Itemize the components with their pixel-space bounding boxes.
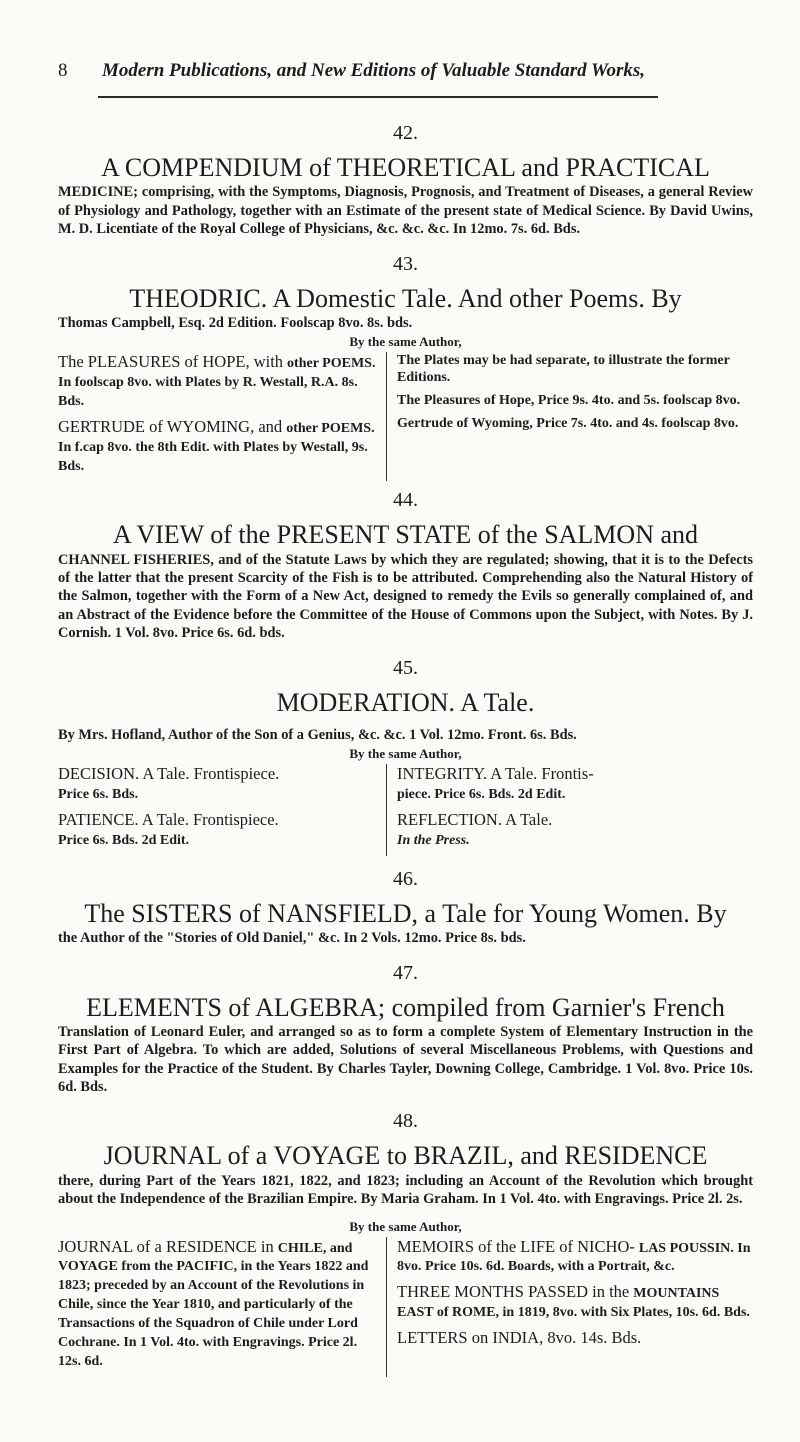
entry-title: THEODRIC. A Domestic Tale. And other Poems. By: [129, 283, 682, 313]
entry-45: [58, 657, 753, 856]
entry-44: [58, 489, 753, 642]
left-column: [58, 352, 387, 481]
list-item: The Plates may be had separate, to illustrate the former Editions.: [397, 353, 730, 386]
list-item: The Pleasures of Hope, Price 9s. 4to. and 5s. foolscap 8vo.: [397, 393, 741, 409]
running-title: Modern Publications, and New Editions of Valuable Standard Works,: [102, 60, 646, 81]
right-column: [387, 1237, 753, 1377]
entry-body: Thomas Campbell, Esq. 2d Edition. Foolscap 8vo. 8s. bds.: [58, 314, 413, 331]
same-author-note: By the same Author,: [349, 1218, 462, 1234]
header-rule: [98, 96, 658, 98]
entry-47: [58, 962, 753, 1097]
entry-number: 45.: [393, 656, 418, 679]
list-item: MEMOIRS of the LIFE of NICHO- LAS POUSSIN. In 8vo. Price 10s. 6d. Boards, with a Portrait, &c.: [397, 1236, 751, 1275]
entry-number: 46.: [393, 867, 418, 890]
entry-title: The SISTERS of NANSFIELD, a Tale for Young Women. By: [84, 898, 727, 928]
list-item: REFLECTION. A Tale. In the Press.: [397, 810, 553, 848]
same-author-note: By the same Author,: [349, 746, 462, 762]
list-item: PATIENCE. A Tale. Frontispiece. Price 6s. Bds. 2d Edit.: [58, 810, 279, 848]
list-item: GERTRUDE of WYOMING, and other POEMS. In f.cap 8vo. the 8th Edit. with Plates by Westall, 9s. Bds.: [58, 416, 375, 474]
entry-number: 42.: [393, 122, 418, 144]
two-column-list: [58, 764, 753, 856]
list-item: JOURNAL of a RESIDENCE in CHILE, and VOYAGE from the PACIFIC, in the Years 1822 and 1823; preceded by an Account of the Revolutions in Chile, since the Year 1810, and particularly of the Transactions of the Squadron of Chile under Lord Cochrane. In 1 Vol. 4to. with Engravings. Price 2l. 12s. 6d.: [58, 1236, 369, 1369]
entry-number: 47.: [393, 961, 418, 984]
entry-title: MODERATION. A Tale.: [276, 687, 535, 717]
entry-title: A VIEW of the PRESENT STATE of the SALMON and: [112, 520, 699, 550]
entry-43: [58, 253, 753, 482]
list-item: THREE MONTHS PASSED in the MOUNTAINS EAST of ROME, in 1819, 8vo. with Six Plates, 10s. 6d. Bds.: [397, 1282, 750, 1321]
entry-48: [58, 1110, 753, 1376]
two-column-list: [58, 352, 753, 481]
same-author-note: By the same Author,: [349, 334, 462, 350]
page-number: 8: [58, 60, 68, 81]
list-item: LETTERS on INDIA, 8vo. 14s. Bds.: [397, 1328, 642, 1347]
right-column: [387, 352, 753, 481]
entry-body: MEDICINE; comprising, with the Symptoms, Diagnosis, Prognosis, and Treatment of Diseases, a general Review of Physiology and Pathology, together with an Estimate of the present state of Medical Science. By David Uwins, M. D. Licentiate of the Royal College of Physicians, &c. &c. &c. In 12mo. 7s. 6d. Bds.: [58, 184, 753, 238]
list-item: INTEGRITY. A Tale. Frontis- piece. Price 6s. Bds. 2d Edit.: [397, 764, 594, 803]
entry-46: [58, 868, 753, 948]
entry-title: A COMPENDIUM of THEORETICAL and PRACTICAL: [101, 153, 710, 182]
entry-42: [58, 122, 753, 239]
entry-number: 48.: [393, 1110, 418, 1133]
list-item: The PLEASURES of HOPE, with other POEMS. In foolscap 8vo. with Plates by R. Westall, R.A. 8s. Bds.: [58, 352, 376, 409]
entry-number: 44.: [393, 489, 418, 512]
entry-body: there, during Part of the Years 1821, 1822, and 1823; including an Account of the Revolution which brought about the Independence of the Brazilian Empire. By Maria Graham. In 1 Vol. 4to. with Engravings. Price 2l. 2s.: [58, 1172, 753, 1208]
running-head: [58, 60, 753, 82]
entry-body: Translation of Leonard Euler, and arranged so as to form a complete System of Elementary Instruction in the First Part of Algebra. To which are added, Solutions of several Miscellaneous Problems, with Questions and Examples for the Practice of the Student. By Charles Tayler, Downing College, Cambridge. 1 Vol. 8vo. Price 10s. 6d. Bds.: [58, 1023, 753, 1095]
page: [58, 60, 753, 1377]
entry-body: the Author of the "Stories of Old Daniel," &c. In 2 Vols. 12mo. Price 8s. bds.: [58, 930, 526, 947]
right-column: [387, 764, 753, 856]
entry-body: CHANNEL FISHERIES, and of the Statute Laws by which they are regulated; showing, that it is to the Defects of the latter that the present Scarcity of the Fish is to be attributed. Comprehending also the Natural History of the Salmon, together with the Form of a New Act, designed to remedy the Evils so generally complained of, and an Abstract of the Evidence before the Committee of the House of Commons upon the Subject, with Notes. By J. Cornish. 1 Vol. 8vo. Price 6s. 6d. bds.: [58, 551, 753, 642]
left-column: [58, 1237, 387, 1377]
entry-title: ELEMENTS of ALGEBRA; compiled from Garnier's French: [86, 992, 725, 1022]
list-item: Gertrude of Wyoming, Price 7s. 4to. and 4s. foolscap 8vo.: [397, 416, 739, 432]
entry-body: By Mrs. Hofland, Author of the Son of a Genius, &c. &c. 1 Vol. 12mo. Front. 6s. Bds.: [58, 726, 577, 743]
entry-number: 43.: [393, 252, 418, 275]
two-column-list: [58, 1237, 753, 1377]
left-column: [58, 764, 387, 856]
entry-title: JOURNAL of a VOYAGE to BRAZIL, and RESIDENCE: [103, 1141, 708, 1171]
list-item: DECISION. A Tale. Frontispiece. Price 6s. Bds.: [58, 764, 280, 803]
